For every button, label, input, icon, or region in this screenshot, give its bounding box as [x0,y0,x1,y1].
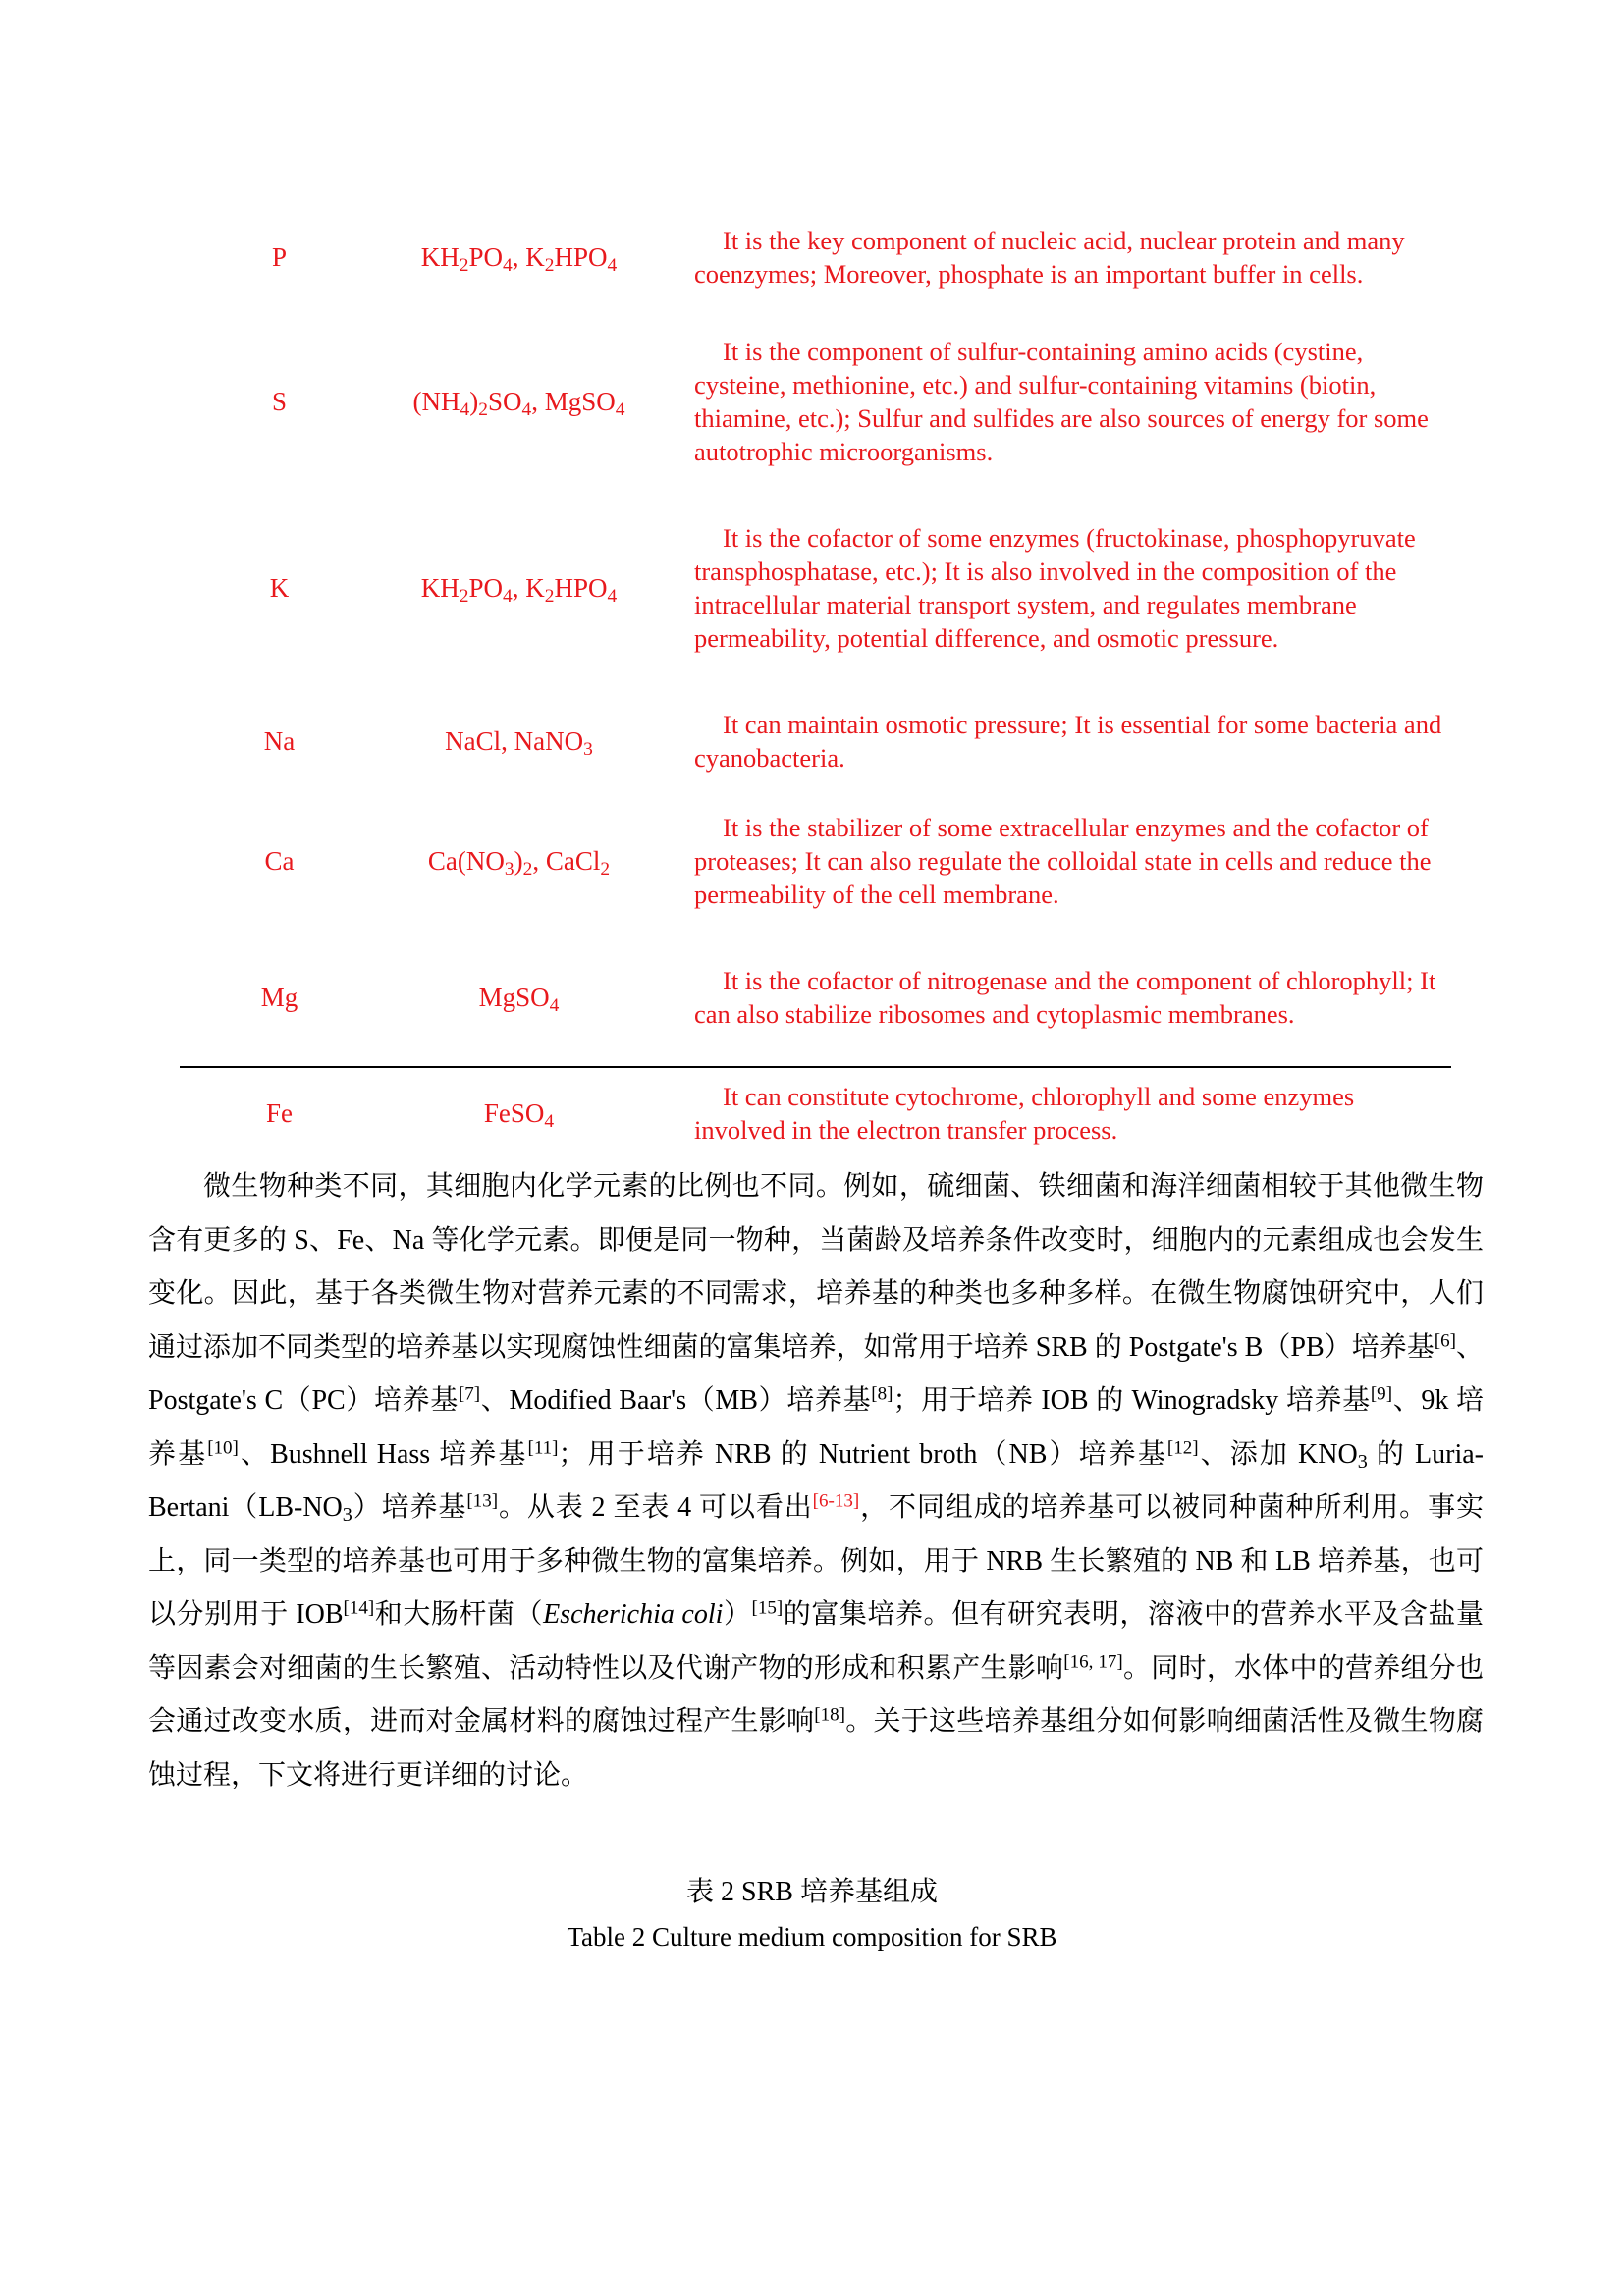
source-cell: FeSO$_4$ [483,1097,555,1132]
source-cell: $(NH_4)_2SO_4$, MgSO$_4$ [412,386,625,420]
table-row [180,206,1451,308]
element-cell: S [271,386,288,416]
source-cell: $KH_2PO_4$, $K_2HPO_4$ [420,241,618,276]
element-cell: Fe [266,1097,293,1128]
function-cell: It is the cofactor of nitrogenase and the component of chlorophyll; It can also stabilize ribosomes and cytoplasmic membranes. [694,966,1436,1029]
source-cell: $Ca(NO_3)_2$, CaCl$_2$ [427,845,611,880]
element-cell: Mg [260,982,298,1012]
table-row [180,1074,1451,1152]
table-bottom-rule [180,1066,1451,1068]
table-row [180,495,1451,681]
function-cell: It is the stabilizer of some extracellular enzymes and the cofactor of proteases; It can also regulate the colloidal state in cells and reduce the permeability of the cell membrane. [694,813,1432,909]
table-caption-en: Table 2 Culture medium composition for SRB [567,1922,1057,1951]
function-cell: It is the key component of nucleic acid, nuclear protein and many coenzymes; Moreover, phosphate is an important buffer in cells. [694,226,1405,289]
table-row [180,801,1451,921]
table-row [180,325,1451,478]
source-cell: MgSO$_4$ [478,982,560,1016]
table-row [180,698,1451,784]
function-cell: It can constitute cytochrome, chlorophyll and some enzymes involved in the electron transfer process. [694,1082,1355,1145]
function-cell: It can maintain osmotic pressure; It is essential for some bacteria and cyanobacteria. [694,710,1442,773]
element-table [180,206,1451,1152]
source-cell: NaCl, NaNO$_3$ [445,725,593,760]
element-cell: Na [263,725,296,756]
source-cell: $KH_2PO_4$, $K_2HPO_4$ [420,572,618,607]
table-caption-cn: 表 2 SRB 培养基组成 [686,1877,938,1907]
element-cell: P [271,241,288,272]
element-cell: K [269,572,290,603]
body-paragraph: 微生物种类不同，其细胞内化学元素的比例也不同。例如，硫细菌、铁细菌和海洋细菌相较于其他微生物含有更多的 S、Fe、Na 等化学元素。即便是同一物种，当菌龄及培养条件改变时，细胞内的元素组成也会发生变化。因此，基于各类微生物对营养元素的不同需求，培养基的种类也多种多样。在微生物腐蚀研究中，人们通过添加不同类型的培养基以实现腐蚀性细菌的富集培养，如常用于培养 SRB 的 Postgate's B（PB）培养基[6]、Postgate's C（PC）培养基[7]、Modified Baar's（MB）培养基[8]；用于培养 IOB 的 Winogradsky 培养基[9]、9k 培养基[10]、Bushnell Hass 培养基[11]；用于培养 NRB 的 Nutrient broth（NB）培养基[12]、添加 $KNO_3$ 的 Luria-$Bertani(LB-NO_3)$培养基[13]。从表 2 至表 4 可以看出[6-13]，不同组成的培养基可以被同种菌种所利用。事实上，同一类型的培养基也可用于多种微生物的富集培养。例如，用于 NRB 生长繁殖的 NB 和 LB 培养基，也可以分别用于 IOB[14]和大肠杆菌（Escherichia coli）[15]的富集培养。但有研究表明，溶液中的营养水平及含盐量等因素会对细菌的生长繁殖、活动特性以及代谢产物的形成和积累产生影响[16, 17]。同时，水体中的营养组分也会通过改变水质，进而对金属材料的腐蚀过程产生影响[18]。关于这些培养基组分如何影响细菌活性及微生物腐蚀过程，下文将进行更详细的讨论。 [148,1171,1484,1790]
element-cell: Ca [264,845,295,876]
function-cell: It is the cofactor of some enzymes (fructokinase, phosphopyruvate transphosphatase, etc.); It is also involved in the composition of the intracellular material transport system, and regulates membrane permeability, potential difference, and osmotic pressure. [694,523,1416,653]
function-cell: It is the component of sulfur-containing amino acids (cystine, cysteine, methionine, etc.) and sulfur-containing vitamins (biotin, thiamine, etc.); Sulfur and sulfides are also sources of energy for some autotrophic microorganisms. [694,337,1429,466]
table-row [180,937,1451,1057]
